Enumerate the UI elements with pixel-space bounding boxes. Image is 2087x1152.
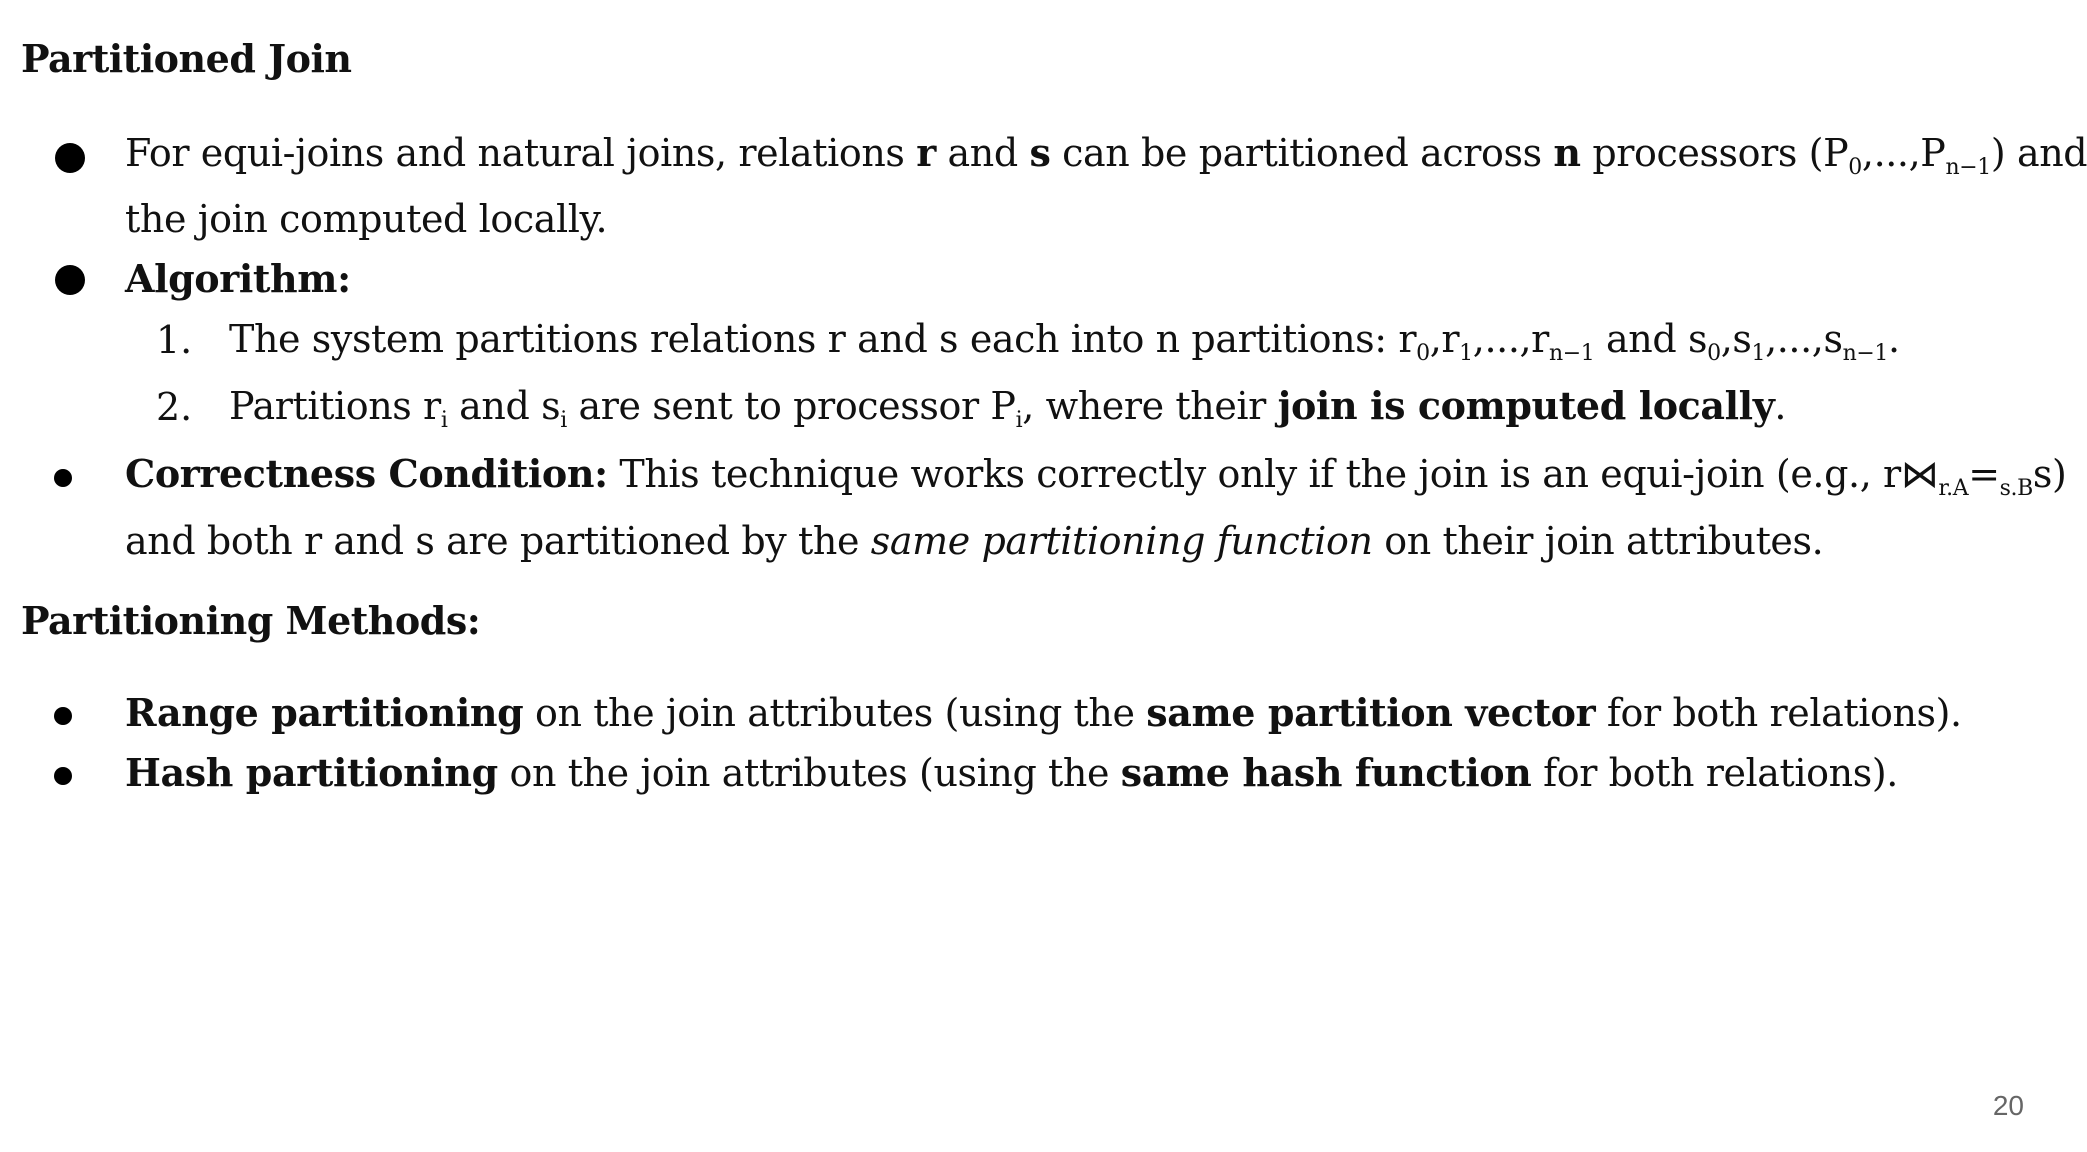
bullet-1-line-2: the join computed locally. [125,197,608,241]
step-2-number: 2. [156,385,193,429]
bullet-2-label: Algorithm: [125,256,351,301]
bullet-icon [54,767,72,785]
step-1-number: 1. [156,318,193,362]
step-2-text: Partitions $r_i$ and $s_i$ are sent to processor $P_i$, where their join is computed locally. [229,383,1787,433]
bullet-3-line-2: and both r and s are partitioned by the same partitioning function on their join attributes. [125,519,1824,563]
bullet-icon [55,265,85,295]
slide-title: Partitioned Join [21,36,352,81]
method-range-partitioning: Range partitioning on the join attributes (using the same partition vector for both relations). [125,690,1962,735]
bullet-icon [55,143,85,173]
bullet-1-line-1: For equi-joins and natural joins, relations r and s can be partitioned across n processors $(P_0,...,P_{n-1})$ and [125,130,2087,180]
bullet-icon [54,707,72,725]
bullet-3-line-1: Correctness Condition: This technique works correctly only if the join is an equi-join (e.g., $r⋈_{r.A}=_{s.B}s$) [125,451,2067,501]
step-1-text: The system partitions relations r and s each into n partitions: $r_0,r_1,...,r_{n-1}$ and $s_0,s_1,...,s_{n-1}$. [229,317,1900,366]
method-hash-partitioning: Hash partitioning on the join attributes (using the same hash function for both relations). [125,750,1898,795]
bullet-icon [54,469,72,487]
section-subtitle: Partitioning Methods: [21,598,481,643]
page-number: 20 [1992,1090,2024,1121]
